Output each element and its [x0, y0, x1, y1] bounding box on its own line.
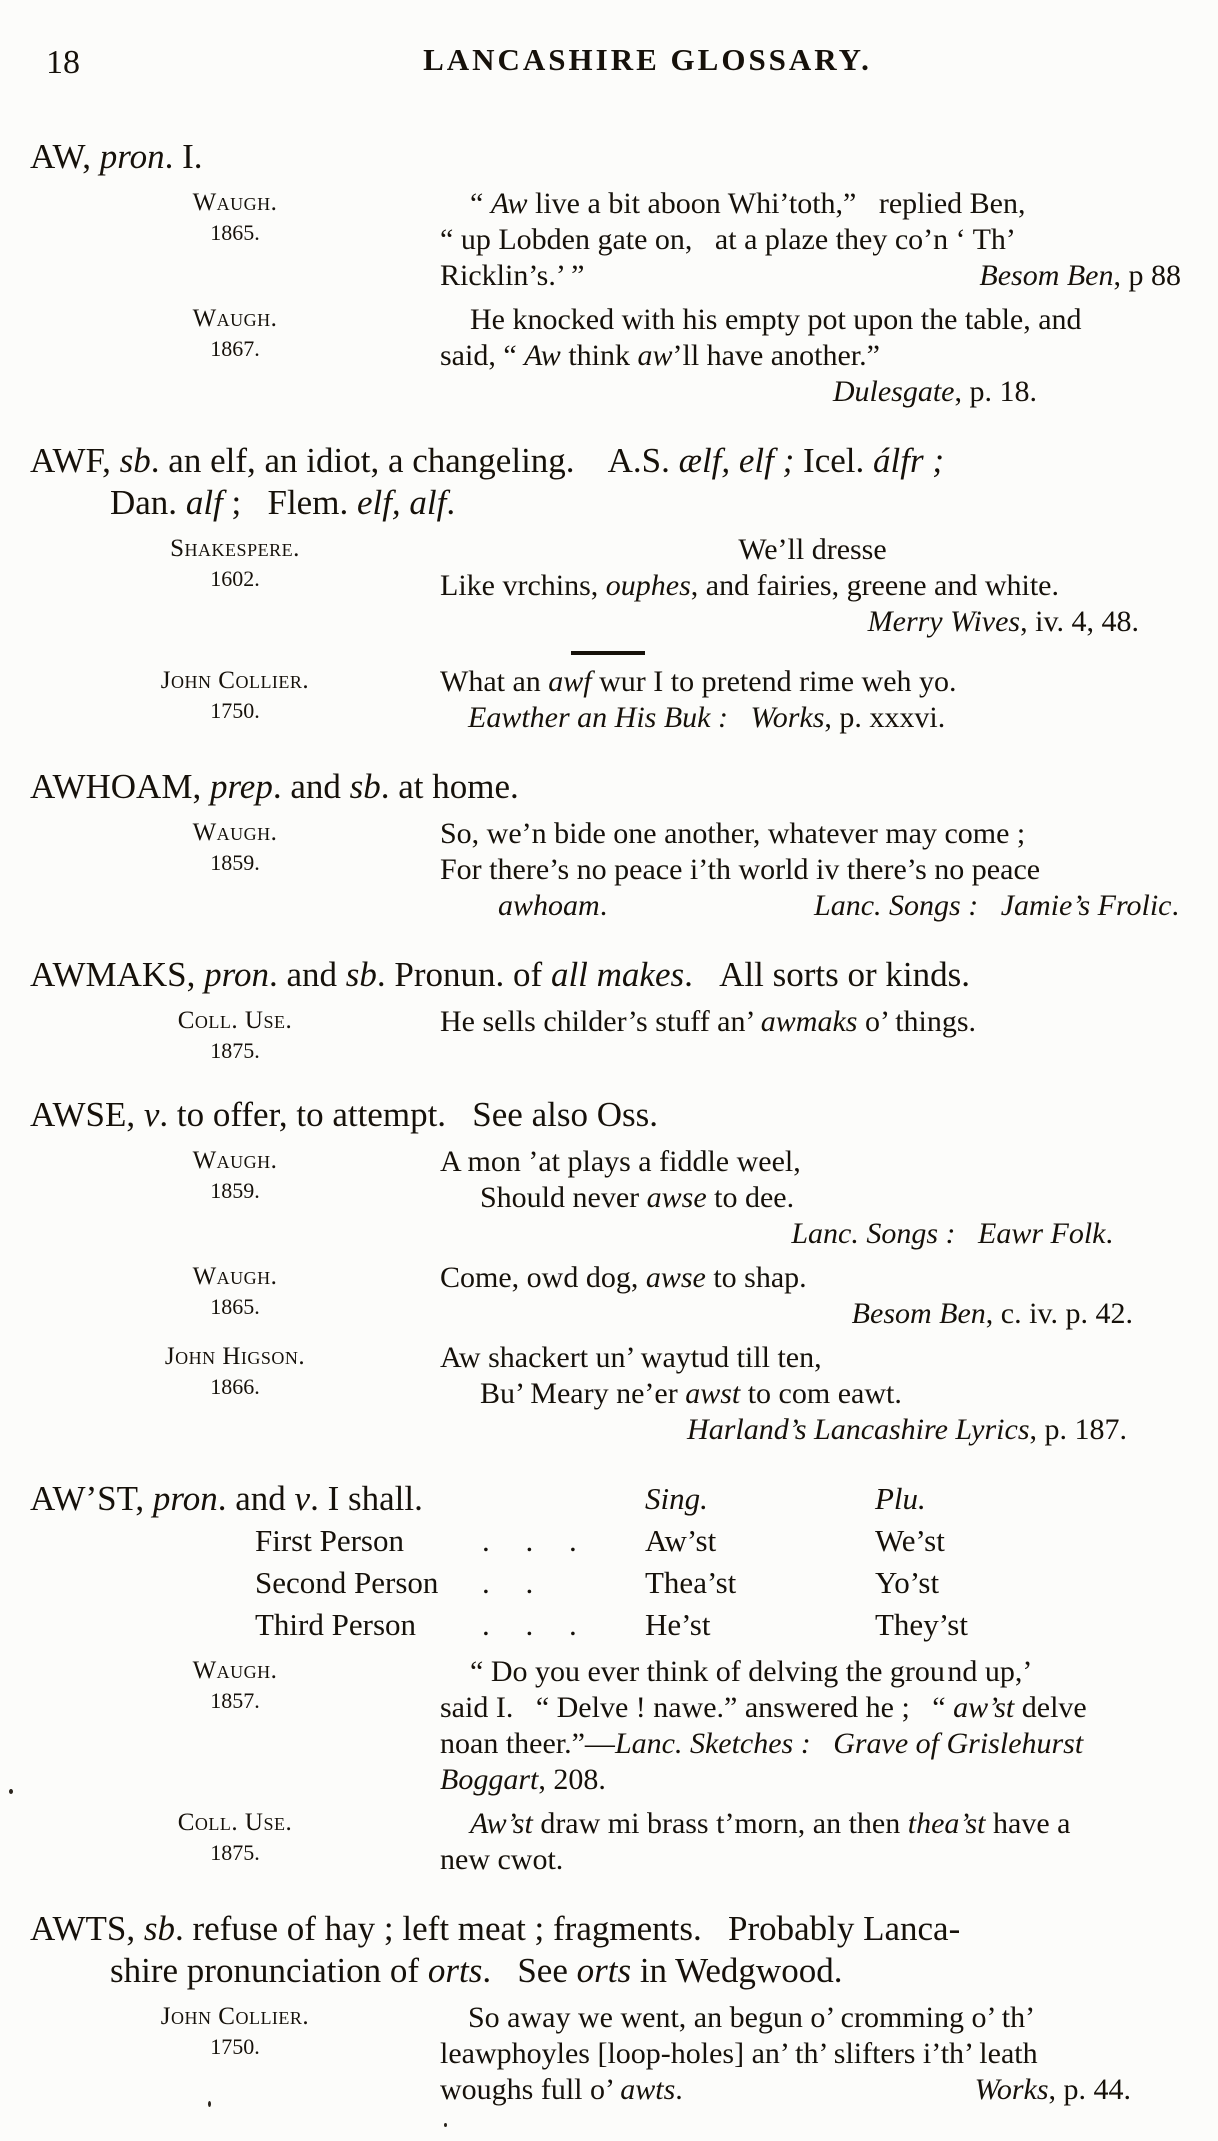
text-run: . Pronun. of — [376, 955, 551, 994]
quote-line — [440, 888, 1185, 924]
citation-label — [30, 1806, 440, 1878]
italic-run: Boggart — [440, 1763, 539, 1796]
italic-run: pron — [204, 955, 269, 994]
text-run: leawphoyles [loop-holes] an’ th’ slifters i’th’ leath — [440, 2037, 1038, 2070]
quote-line — [440, 302, 1185, 338]
quote-line — [440, 1806, 1185, 1842]
text-run: . and — [217, 1479, 295, 1518]
quote-line — [440, 1340, 1185, 1376]
citation-year: 1866. — [210, 1374, 260, 1399]
column-header-plural: Plu. — [875, 1481, 926, 1516]
italic-run: thea’st — [907, 1807, 986, 1840]
citation-quote — [440, 532, 1185, 640]
italic-run: all makes — [550, 955, 685, 994]
italic-run: Lanc. Songs : Eawr Folk — [791, 1217, 1106, 1250]
citation-source: Waugh. — [192, 189, 278, 216]
text-run: AWMAKS, — [30, 955, 205, 994]
verb-table-row — [30, 1520, 1185, 1562]
text-run: What an — [440, 665, 549, 698]
quote-line — [440, 1726, 1185, 1762]
text-run: A mon ’at plays a fiddle weel, — [440, 1145, 801, 1178]
citation-quote — [440, 302, 1185, 410]
text-run: We’ll dresse — [738, 533, 887, 566]
verb-table-row — [30, 1562, 1185, 1604]
headword-line — [30, 482, 1185, 524]
leader-dots: . . — [482, 1565, 534, 1600]
italic-run: prep — [209, 767, 273, 806]
italic-run: Aw — [490, 187, 528, 220]
text-run: , iv. 4, 48. — [1020, 605, 1139, 638]
italic-run: awmaks — [760, 1005, 858, 1038]
quote-line — [440, 2000, 1185, 2036]
text-run: Ricklin’s.’ ” — [440, 259, 585, 292]
citation — [30, 1260, 1185, 1332]
quote-line — [440, 1260, 1185, 1296]
singular-value: Thea’st — [645, 1565, 737, 1600]
person-label: Third Person — [255, 1607, 417, 1642]
italic-run: aw — [637, 339, 673, 372]
text-run: Like vrchins, — [440, 569, 606, 602]
text-run: . — [1171, 889, 1179, 922]
citation — [30, 186, 1185, 294]
quote-line — [440, 1296, 1185, 1332]
text-run: wur I to pretend rime weh yo. — [591, 665, 957, 698]
citation-quote — [440, 1806, 1185, 1878]
text-run: Bu’ Meary ne’er — [480, 1377, 686, 1410]
quote-line — [440, 2072, 1185, 2108]
entry-awst — [30, 1478, 1185, 1878]
italic-run: pron — [99, 137, 165, 176]
italic-run: Lanc. Songs : Jamie’s Frolic — [814, 889, 1172, 922]
citation-source: John Collier. — [160, 667, 310, 694]
citation-label — [30, 1340, 440, 1448]
text-run: delve — [1014, 1691, 1087, 1724]
ink-speck — [444, 2123, 447, 2127]
citation-quote — [440, 664, 1185, 736]
citation-year: 1857. — [210, 1688, 260, 1713]
text-run: , p. 44. — [1048, 2073, 1131, 2106]
entry-awf — [30, 440, 1185, 736]
citation-ref — [833, 375, 1037, 408]
quote-line — [440, 604, 1185, 640]
citation-ref — [852, 1297, 1133, 1330]
text-run: think — [560, 339, 638, 372]
citation-label — [30, 302, 440, 410]
page-number: 18 — [46, 44, 80, 81]
text-run: . an elf, an idiot, a changeling. A.S. — [150, 441, 679, 480]
text-run: o’ things. — [857, 1005, 977, 1038]
citation-source: John Higson. — [164, 1343, 306, 1370]
plural-value: Yo’st — [875, 1565, 940, 1600]
text-run: , p. 187. — [1029, 1413, 1127, 1446]
citation-label — [30, 1144, 440, 1252]
text-run: said, “ — [440, 339, 525, 372]
citation-label — [30, 186, 440, 294]
entries — [30, 136, 1185, 2108]
quote-line — [440, 1690, 1185, 1726]
citation-year: 1875. — [210, 1840, 260, 1865]
text-run: , c. iv. p. 42. — [985, 1297, 1133, 1330]
citation — [30, 1654, 1185, 1798]
plural-value: They’st — [875, 1607, 968, 1642]
citation-ref — [979, 258, 1181, 294]
text-run: to com eawt. — [740, 1377, 902, 1410]
italic-run: sb — [349, 767, 381, 806]
quote-line — [440, 816, 1185, 852]
text-run: in Wedgwood. — [631, 1951, 843, 1990]
text-run: . to offer, to attempt. See also Oss. — [159, 1095, 658, 1134]
italic-run: sb — [119, 441, 151, 480]
entry-aw — [30, 136, 1185, 410]
text-run: AWSE, — [30, 1095, 144, 1134]
text-run: shire pronunciation of — [110, 1951, 428, 1990]
citation-source: Waugh. — [192, 1263, 278, 1290]
text-run: to shap. — [705, 1261, 807, 1294]
italic-run: awhoam — [498, 889, 600, 922]
text-run: ’ll have another.” — [672, 339, 880, 372]
citation-ref — [791, 1217, 1113, 1250]
citation-source: Waugh. — [192, 305, 278, 332]
text-run: . and — [268, 955, 346, 994]
text-run: , p. 18. — [954, 375, 1037, 408]
italic-run: Lanc. Sketches : Grave of Grislehurst — [614, 1727, 1084, 1760]
verb-table — [30, 1520, 1185, 1646]
text-run: . I shall. — [310, 1479, 423, 1518]
citation-source: Coll. Use. — [177, 1007, 293, 1034]
citation — [30, 532, 1185, 640]
citation — [30, 1004, 1185, 1064]
text-run: woughs full o’ — [440, 2073, 621, 2106]
italic-run: Eawther an His Buk : Works — [468, 701, 825, 734]
citation-quote — [440, 816, 1185, 924]
citation-source: Waugh. — [192, 1147, 278, 1174]
text-run: said I. “ Delve ! nawe.” answered he ; “ — [440, 1691, 954, 1724]
italic-run: aw’st — [953, 1691, 1015, 1724]
text-run: , p 88 — [1113, 259, 1181, 292]
citation-quote — [440, 1260, 1185, 1332]
citation-quote — [440, 2000, 1185, 2108]
ink-speck — [9, 1789, 13, 1794]
text-run: AWHOAM, — [30, 767, 210, 806]
italic-run: ouphes — [605, 569, 691, 602]
running-title: LANCASHIRE GLOSSARY. — [423, 42, 872, 77]
text-run: . refuse of hay ; left meat ; fragments. Probably Lanca- — [174, 1909, 961, 1948]
citation-label — [30, 664, 440, 736]
italic-run: Merry Wives — [867, 605, 1021, 638]
quote-line — [440, 1004, 1185, 1040]
quote-line — [440, 532, 1185, 568]
citation-ref — [756, 888, 1179, 924]
italic-run: v — [294, 1479, 311, 1518]
text-run: live a bit aboon Whi’toth,” replied Ben, — [527, 187, 1026, 220]
quote-line — [440, 374, 1185, 410]
text-run: , and fairies, greene and white. — [690, 569, 1059, 602]
text-run: AWF, — [30, 441, 120, 480]
citation-label — [30, 2000, 440, 2108]
text-run: . — [446, 483, 456, 522]
italic-run: elf, alf — [356, 483, 447, 522]
italic-run: Dulesgate — [832, 375, 955, 408]
italic-run: Besom Ben — [851, 1297, 986, 1330]
citation-year: 1859. — [210, 850, 260, 875]
quote-line — [440, 1412, 1185, 1448]
ink-speck — [208, 2101, 211, 2107]
entry-awse — [30, 1094, 1185, 1448]
italic-run: pron — [152, 1479, 218, 1518]
citation — [30, 1806, 1185, 1878]
text-run: have a — [985, 1807, 1071, 1840]
citation-year: 1867. — [210, 336, 260, 361]
italic-run: v — [143, 1095, 160, 1134]
text-run: He knocked with his empty pot upon the table, and — [470, 303, 1082, 336]
citation-ref — [687, 1413, 1127, 1446]
citation-quote — [440, 1340, 1185, 1448]
citation-source: Shakespere. — [170, 535, 300, 562]
text-run: AWTS, — [30, 1909, 144, 1948]
italic-run: orts — [576, 1951, 632, 1990]
text-run: . All sorts or kinds. — [684, 955, 970, 994]
headword-line — [30, 440, 1185, 482]
citation — [30, 664, 1185, 736]
entry-awts — [30, 1908, 1185, 2108]
italic-run: awf — [548, 665, 592, 698]
citation-label — [30, 1260, 440, 1332]
text-run: . at home. — [380, 767, 519, 806]
italic-run: awse — [646, 1181, 707, 1214]
italic-run: awst — [685, 1377, 741, 1410]
text-run: to dee. — [706, 1181, 795, 1214]
text-run: . — [675, 2073, 683, 2106]
headword-line — [30, 1094, 1185, 1136]
italic-run: Harland’s Lancashire Lyrics — [687, 1413, 1030, 1446]
page-header — [30, 40, 1185, 88]
text-run: . See — [482, 1951, 577, 1990]
quote-line — [440, 568, 1185, 604]
text-run: “ — [470, 187, 491, 220]
text-run: He sells childer’s stuff an’ — [440, 1005, 761, 1038]
text-run: AW’ST, — [30, 1479, 153, 1518]
quote-line — [440, 1762, 1185, 1798]
text-run: “ up Lobden gate on, at a plaze they co’n ‘ Th’ — [440, 223, 1016, 256]
italic-run: Aw’st — [470, 1807, 533, 1840]
citation-ref — [975, 2072, 1131, 2108]
citation-label — [30, 532, 440, 640]
text-run: new cwot. — [440, 1843, 564, 1876]
citation-label — [30, 1654, 440, 1798]
headword-line — [30, 136, 1185, 178]
headword-line — [30, 1908, 1185, 1950]
italic-run: Aw — [524, 339, 561, 372]
citation-year: 1750. — [210, 2034, 260, 2059]
citation — [30, 2000, 1185, 2108]
citation — [30, 1144, 1185, 1252]
section-divider — [571, 651, 645, 655]
citation-year: 1865. — [210, 1294, 260, 1319]
italic-run: Works — [974, 2073, 1049, 2106]
text-run: , 208. — [538, 1763, 606, 1796]
citation-quote — [440, 1004, 1185, 1064]
citation-source: Coll. Use. — [177, 1809, 293, 1836]
italic-run: orts — [427, 1951, 483, 1990]
quote-line — [440, 2036, 1185, 2072]
singular-value: Aw’st — [645, 1523, 717, 1558]
citation-label — [30, 816, 440, 924]
entry-awmaks — [30, 954, 1185, 1064]
italic-run: álfr ; — [873, 441, 944, 480]
text-run: ; Flem. — [222, 483, 357, 522]
text-run: So, we’n bide one another, whatever may come ; — [440, 817, 1026, 850]
leader-dots: . . . — [482, 1523, 577, 1558]
citation-quote — [440, 1654, 1185, 1798]
italic-run: sb — [143, 1909, 175, 1948]
citation-ref — [868, 605, 1139, 638]
citation-year: 1750. — [210, 698, 260, 723]
text-run: . and — [272, 767, 350, 806]
citation-year: 1602. — [210, 566, 260, 591]
singular-value: He’st — [645, 1607, 711, 1642]
quote-line — [440, 258, 1185, 294]
citation-source: John Collier. — [160, 2003, 310, 2030]
text-run: “ Do you ever think of delving the grou nd up,’ — [470, 1655, 1033, 1688]
quote-line — [440, 1842, 1185, 1878]
italic-run: awts — [620, 2073, 676, 2106]
text-run: draw mi brass t’morn, an then — [532, 1807, 908, 1840]
italic-run: ælf, elf ; — [678, 441, 795, 480]
citation-source: Waugh. — [192, 1657, 278, 1684]
citation-year: 1875. — [210, 1038, 260, 1063]
quote-line — [440, 1180, 1185, 1216]
column-header-singular: Sing. — [645, 1481, 708, 1516]
text-run: Should never — [480, 1181, 647, 1214]
citation — [30, 816, 1185, 924]
text-run: For there’s no peace i’th world iv there’s no peace — [440, 853, 1041, 886]
text-run: Come, owd dog, — [440, 1261, 646, 1294]
quote-line — [440, 1216, 1185, 1252]
text-run: . — [599, 889, 608, 922]
citation-year: 1859. — [210, 1178, 260, 1203]
quote-line — [440, 852, 1185, 888]
headword-line — [30, 954, 1185, 996]
text-run: , p. xxxvi. — [824, 701, 946, 734]
quote-line — [440, 700, 1185, 736]
italic-run: sb — [345, 955, 377, 994]
quote-line — [440, 664, 1185, 700]
quote-line — [440, 1144, 1185, 1180]
italic-run: Besom Ben — [979, 259, 1114, 292]
citation-label — [30, 1004, 440, 1064]
text-run: . — [1105, 1217, 1113, 1250]
citation-quote — [440, 1144, 1185, 1252]
quote-line — [440, 186, 1185, 222]
italic-run: awse — [645, 1261, 706, 1294]
text-run: Dan. — [110, 483, 186, 522]
citation — [30, 302, 1185, 410]
italic-run: alf — [185, 483, 223, 522]
headword-line — [30, 1478, 1185, 1520]
quote-line — [440, 1654, 1185, 1690]
quote-line — [440, 222, 1185, 258]
person-label: First Person — [255, 1523, 404, 1558]
citation-year: 1865. — [210, 220, 260, 245]
text-run: So away we went, an begun o’ cromming o’ th’ — [468, 2001, 1036, 2034]
headword-line — [30, 1950, 1185, 1992]
leader-dots: . . . — [482, 1607, 577, 1642]
entry-awhoam — [30, 766, 1185, 924]
quote-line — [440, 1376, 1185, 1412]
citation-quote — [440, 186, 1185, 294]
citation — [30, 1340, 1185, 1448]
plural-value: We’st — [875, 1523, 945, 1558]
text-run: . I. — [164, 137, 203, 176]
text-run: Aw shackert un’ waytud till ten, — [440, 1341, 822, 1374]
text-run: Icel. — [794, 441, 873, 480]
verb-table-row — [30, 1604, 1185, 1646]
text-run: noan theer.”— — [440, 1727, 615, 1760]
headword-line — [30, 766, 1185, 808]
quote-line — [440, 338, 1185, 374]
citation-source: Waugh. — [192, 819, 278, 846]
text-run: AW, — [30, 137, 100, 176]
person-label: Second Person — [255, 1565, 439, 1600]
